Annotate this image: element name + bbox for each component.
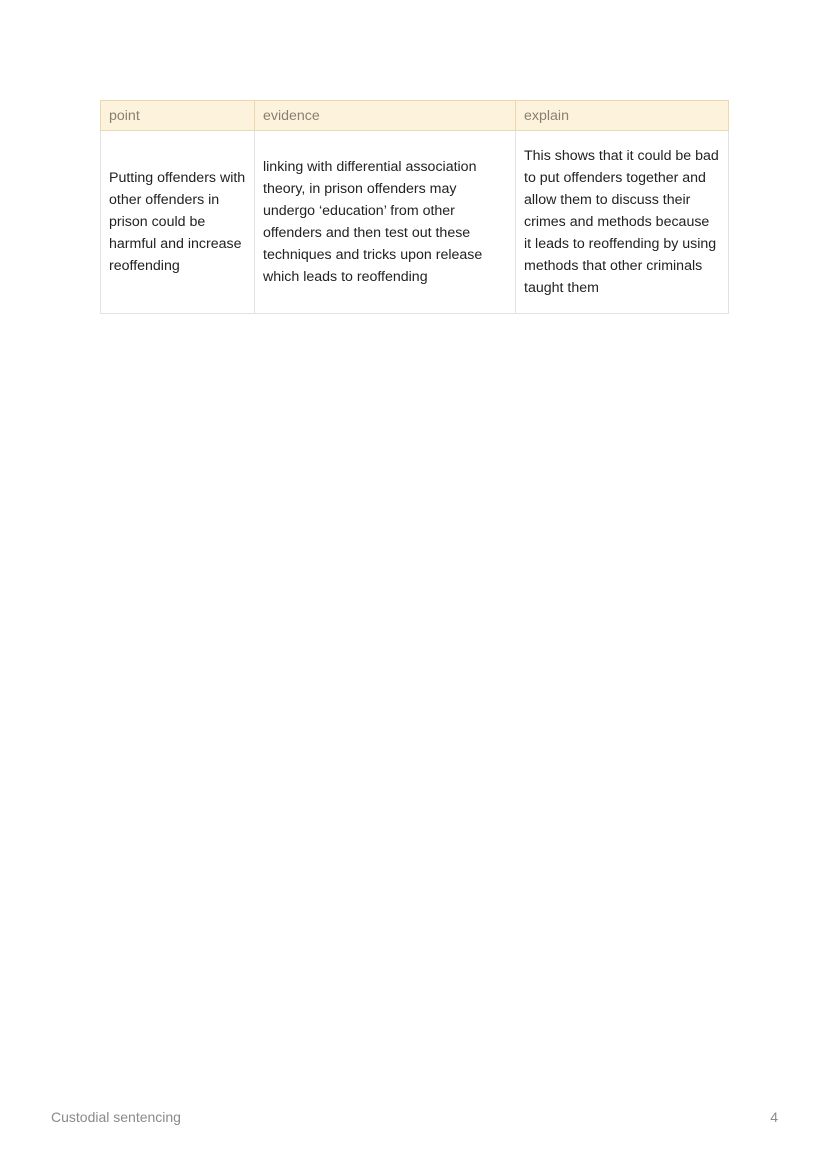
cell-explain: This shows that it could be bad to put offenders together and allow them to discuss their crimes and methods because it leads to reoffending by using methods that other criminals taught them (516, 131, 729, 314)
table-row (101, 131, 729, 314)
cell-evidence: linking with differential association theory, in prison offenders may undergo ‘education’ from other offenders and then test out these techniques and tricks upon release which leads to reoffending (255, 131, 516, 314)
point-evidence-explain-table (100, 100, 729, 314)
table-header-row (101, 101, 729, 131)
footer-page-number: 4 (770, 1109, 778, 1125)
header-point: point (101, 101, 255, 131)
footer-document-title: Custodial sentencing (51, 1109, 181, 1125)
cell-point: Putting offenders with other offenders in prison could be harmful and increase reoffending (101, 131, 255, 314)
header-explain: explain (516, 101, 729, 131)
header-evidence: evidence (255, 101, 516, 131)
